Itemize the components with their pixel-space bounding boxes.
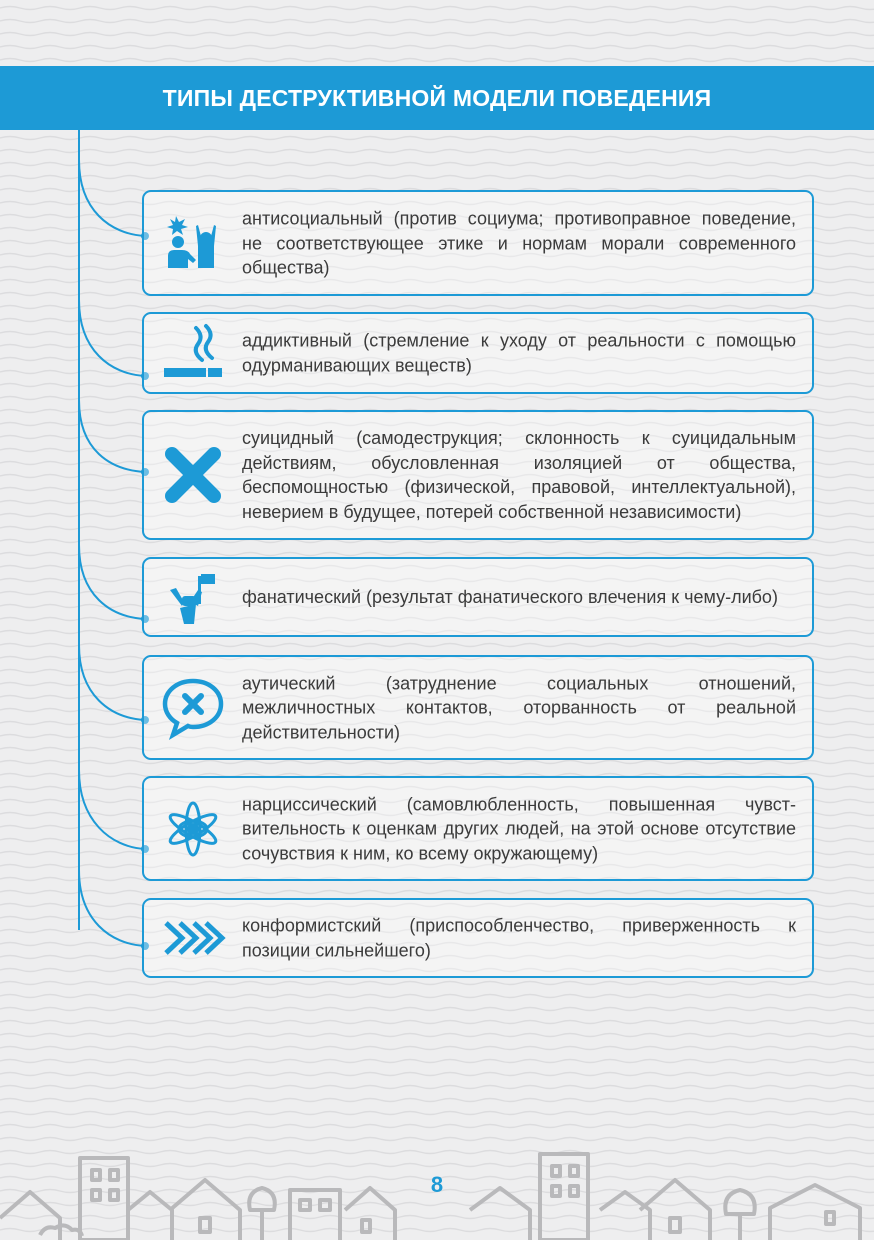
wave-line [0, 59, 874, 62]
wave-line [0, 644, 874, 647]
behavior-text: антисоциальный (против социума; противоправное поведение, не соответствующее этике и нормам морали современного общества) [242, 208, 796, 278]
wave-line [0, 163, 874, 166]
behavior-text: суицидный (самодеструкция; склонность к суицидальным действиям, обусловленная изоляцией от общества, беспомощностью (физической, правовой, интеллектуальной), неверием в будущее, потерей собственной независимости) [242, 428, 796, 522]
wave-line [0, 20, 874, 23]
behavior-card-suicidal [142, 410, 814, 540]
wave-line [0, 891, 874, 894]
wave-line [0, 1034, 874, 1037]
page-number: 8 [430, 1172, 444, 1197]
behavior-text: аддиктивный (стремление к уходу от реальности с помощью одурманивающих веществ) [242, 330, 796, 375]
behavior-card-autistic [142, 655, 814, 760]
raised-fist-flag-icon [160, 564, 226, 630]
chevrons-right-icon [160, 905, 226, 971]
wave-line [0, 761, 874, 764]
speech-bubble-x-icon [160, 675, 226, 741]
page-title-bar [0, 66, 874, 130]
behavior-card-fanatic [142, 557, 814, 637]
wave-line [0, 995, 874, 998]
wave-line [0, 306, 874, 309]
behavior-card-narcissistic [142, 776, 814, 881]
cigarette-icon [160, 320, 226, 386]
wave-line [0, 1021, 874, 1024]
wave-line [0, 176, 874, 179]
wave-line [0, 397, 874, 400]
page-title: ТИПЫ ДЕСТРУКТИВНОЙ МОДЕЛИ ПОВЕДЕНИЯ [162, 84, 712, 111]
wave-line [0, 46, 874, 49]
wave-line [0, 1086, 874, 1089]
behavior-text: фанатический (результат фанатического влечения к чему-либо) [242, 586, 778, 607]
behavior-text: нарциссический (самовлюбленность, повышенная чувст-вительность к оценкам других людей, на этой основе отсутствие сочувствия к ним, ко всему окружающему) [242, 793, 796, 863]
behavior-text: конформистский (приспособленчество, приверженность к позиции сильнейшего) [242, 915, 796, 960]
wave-line [0, 1008, 874, 1011]
wave-line [0, 1099, 874, 1102]
cross-icon [160, 442, 226, 508]
behavior-text: аутический (затруднение социальных отношений, межличностных контактов, оторванность от реальной действительности) [242, 672, 796, 742]
behavior-card-conformist [142, 898, 814, 978]
flower-icon [160, 796, 226, 862]
wave-line [0, 553, 874, 556]
wave-line [0, 7, 874, 10]
wave-line [0, 1060, 874, 1063]
wave-line [0, 1047, 874, 1050]
wave-line [0, 1073, 874, 1076]
wave-line [0, 1125, 874, 1128]
conflict-people-icon [160, 210, 226, 276]
behavior-card-addictive [142, 312, 814, 394]
wave-line [0, 33, 874, 36]
wave-line [0, 150, 874, 153]
wave-line [0, 982, 874, 985]
behavior-card-antisocial [142, 190, 814, 296]
wave-line [0, 1112, 874, 1115]
wave-line [0, 137, 874, 140]
